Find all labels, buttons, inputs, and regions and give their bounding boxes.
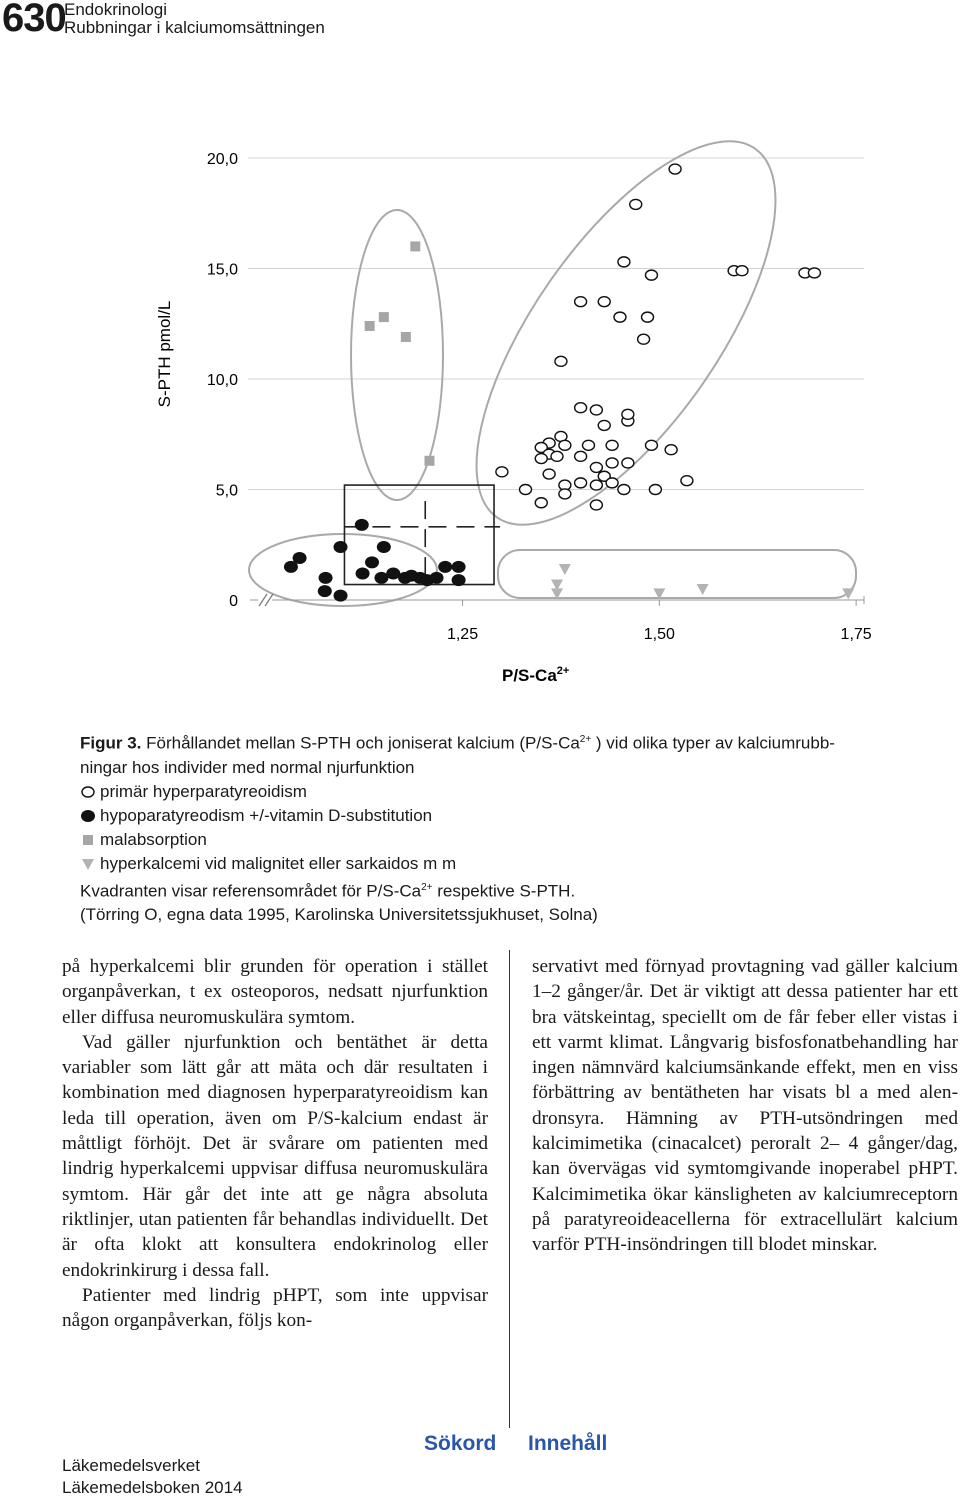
data-point	[559, 440, 571, 450]
caption-quadrant	[80, 876, 950, 904]
x-tick-label: 1,25	[446, 626, 479, 643]
footer-publisher: Läkemedelsverket	[62, 1456, 200, 1475]
triangle-down-icon	[80, 852, 100, 876]
legend-label: primär hyperparatyreoidism	[100, 781, 307, 801]
data-point	[496, 467, 508, 477]
page-number: 630	[2, 0, 66, 40]
caption-text-cont: ) vid olika typer av kalciumrubb-	[591, 733, 835, 753]
data-point	[551, 451, 563, 461]
pth-calcium-scatter-chart	[0, 130, 960, 700]
data-point	[736, 266, 748, 276]
data-point	[618, 257, 630, 267]
data-point	[645, 270, 657, 280]
legend-label: malabsorption	[100, 829, 207, 849]
data-point	[669, 164, 681, 174]
open-circle-icon	[80, 780, 100, 804]
x-tick-label: 1,75	[840, 626, 872, 643]
data-point	[535, 498, 547, 508]
data-point	[614, 312, 626, 322]
section-subtitle: Rubbningar i kalciumomsättningen	[64, 18, 325, 37]
data-point	[377, 541, 391, 553]
data-point	[842, 588, 854, 599]
square-icon	[80, 828, 100, 852]
data-point	[430, 572, 444, 584]
data-point	[365, 556, 379, 568]
caption-source: (Törring O, egna data 1995, Karolinska Universitetssjukhuset, Solna)	[80, 905, 598, 925]
data-point	[575, 403, 587, 413]
legend-item	[80, 804, 950, 828]
data-point	[642, 312, 654, 322]
data-point	[630, 199, 642, 209]
data-point	[410, 241, 420, 251]
paragraph: på hyperkalcemi blir grunden för operation i stället organpåverkan, t ex osteoporos, nedsatt njurfunktion eller diffusa neuromuskulära symtom.	[62, 956, 488, 1028]
data-point	[438, 561, 452, 573]
data-point	[334, 590, 348, 602]
data-point	[424, 456, 434, 466]
quadrant-sup: 2+	[421, 881, 433, 893]
data-point	[318, 585, 332, 597]
data-point	[590, 462, 602, 472]
data-point	[452, 574, 466, 586]
footer-book: Läkemedelsboken 2014	[62, 1478, 243, 1497]
data-point	[598, 420, 610, 430]
chart-group-ellipses	[249, 130, 856, 606]
data-point	[559, 489, 571, 499]
data-point	[401, 332, 411, 342]
legend-item	[80, 852, 950, 876]
data-point	[293, 552, 307, 564]
legend	[80, 780, 950, 876]
data-point	[618, 485, 630, 495]
search-link[interactable]: Sökord	[424, 1432, 497, 1455]
x-tick-label: 1,50	[643, 626, 675, 643]
body-column-right	[532, 954, 958, 1258]
chart-axes	[207, 151, 872, 643]
data-point	[535, 454, 547, 464]
y-tick-label: 15,0	[206, 261, 238, 279]
data-point	[590, 500, 602, 510]
legend-label: hyperkalcemi vid malignitet eller sarkaidos m m	[100, 853, 457, 873]
data-point	[559, 564, 571, 575]
data-point	[681, 476, 693, 486]
data-point	[590, 480, 602, 490]
caption-line-1	[80, 728, 950, 756]
data-point	[638, 334, 650, 344]
y-tick-label: 20,0	[206, 151, 238, 168]
filled-circle-icon	[80, 804, 100, 828]
axis-break-icon	[259, 594, 273, 606]
data-point	[555, 356, 567, 366]
data-point	[575, 451, 587, 461]
data-point	[575, 297, 587, 307]
data-point	[355, 519, 369, 531]
data-point	[622, 409, 634, 419]
data-point	[365, 321, 375, 331]
legend-item	[80, 828, 950, 852]
data-point	[598, 297, 610, 307]
data-point	[606, 440, 618, 450]
data-point	[334, 541, 348, 553]
data-point	[606, 478, 618, 488]
square-icon-shape	[83, 835, 93, 845]
triangle-down-icon-shape	[82, 859, 94, 870]
hyperparathyroidism-region	[422, 130, 831, 570]
caption-sup: 2+	[579, 734, 592, 745]
data-point	[520, 485, 532, 495]
data-point	[590, 405, 602, 415]
data-point	[452, 561, 466, 573]
column-divider	[509, 950, 510, 1428]
paragraph: servativt med förnyad provtagning vad gäller kalcium 1–2 gånger/år. Det är viktigt att dessa patienter har ett bra vätskeintag, speciellt om de får feber eller vistas i ett varmt klimat. Långvarig bisfosfonatbehandling har ingen nämnvärd kalciumsänkande effekt, men en viss förbättring av bentätheten har visats bl a med alendronsyra. Hämning av PTH-utsöndringen med kalcimimetika (cinacalcet) peroralt 2– 4 gånger/dag, kan övervägas vid symtomgivande inoperabel pHPT. Kalcimimetika ökar känsligheten av kalciumreceptorn på paratyreoideacellerna för extracellulärt kalcium varför PTH-insöndringen till blodet minskar.	[532, 956, 958, 1256]
y-tick-label: 5,0	[215, 482, 238, 500]
paragraph: Vad gäller njurfunktion och bentäthet är detta variabler som lätt går att mäta och där resultaten i kombination med diagnosen hyperparatyreoidism kan leda till operation, även om P/S-kalcium endast är måttligt förhöjt. Det är svårare om patienten med lindrig hyperkalcemi uppvisar diffusa neuromuskulära symtom. Här går det inte att ge några absoluta riktlinjer, utan patienten får behandlas individuellt. Det är ofta klokt att konsultera endokrinolog eller endokrinkirurg i dessa fall.	[62, 1031, 488, 1281]
data-point	[582, 440, 594, 450]
data-point	[649, 485, 661, 495]
data-point	[808, 268, 820, 278]
data-point	[319, 572, 333, 584]
quadrant-text-cont: respektive S-PTH.	[432, 881, 576, 901]
data-point	[665, 445, 677, 455]
y-tick-label: 0	[229, 593, 238, 610]
paragraph: Patienter med lindrig pHPT, som inte uppvisar någon organpåverkan, följs kon-	[62, 1284, 488, 1332]
open-circle-icon-shape	[82, 787, 94, 797]
section-title: Endokrinologi	[64, 0, 168, 19]
data-point	[645, 440, 657, 450]
y-tick-label: 10,0	[206, 372, 238, 389]
y-axis-label: S-PTH pmol/L	[155, 300, 174, 408]
data-point	[606, 458, 618, 468]
caption-line-2: ningar hos individer med normal njurfunktion	[80, 757, 415, 777]
figure-label: Figur 3.	[80, 733, 142, 753]
data-point	[622, 458, 634, 468]
legend-item	[80, 780, 950, 804]
caption-text: Förhållandet mellan S-PTH och joniserat kalcium (P/S-Ca	[141, 733, 580, 753]
data-point	[575, 478, 587, 488]
filled-circle-icon-shape	[81, 810, 95, 822]
body-column-left	[62, 954, 488, 1333]
x-axis-label: $P/S-Ca^{2+}$	[502, 665, 570, 685]
figure-caption	[80, 728, 950, 927]
data-point	[379, 312, 389, 322]
legend-label: hypoparatyreodism +/-vitamin D-substitution	[100, 805, 433, 825]
data-point	[697, 584, 709, 595]
data-point	[356, 567, 370, 579]
quadrant-text: Kvadranten visar referensområdet för P/S-Ca	[80, 881, 422, 901]
hypercalcemia-region	[498, 550, 856, 598]
data-point	[543, 469, 555, 479]
table-of-contents-link[interactable]: Innehåll	[528, 1432, 608, 1455]
